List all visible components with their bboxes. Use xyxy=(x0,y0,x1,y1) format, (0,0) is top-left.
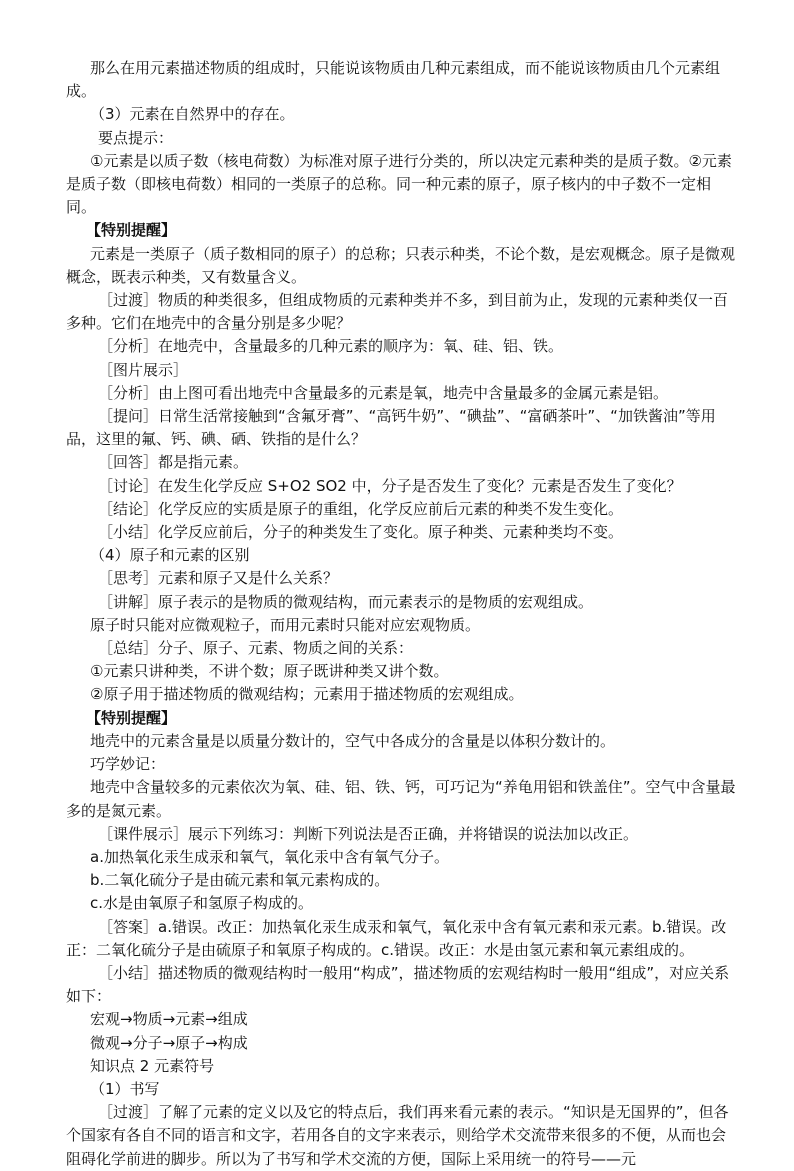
paragraph: ②原子用于描述物质的微观结构；元素用于描述物质的宏观组成。 xyxy=(90,685,524,704)
paragraph: 要点提示： xyxy=(98,128,174,147)
paragraph: 地壳中的元素含量是以质量分数计的，空气中各成分的含量是以体积分数计的。 xyxy=(90,731,616,750)
paragraph: ［答案］a.错误。改正：加热氧化汞生成汞和氧气，氧化汞中含有氧元素和汞元素。b.错误。改正：二氧化硫分子是由硫原子和氧原子构成的。c.错误。改正：水是由氢元素和氧元素组成的。 xyxy=(66,917,727,959)
paragraph: （4）原子和元素的区别 xyxy=(90,546,250,565)
paragraph: 巧学妙记： xyxy=(90,755,166,774)
paragraph: ［结论］化学反应的实质是原子的重组，化学反应前后元素的种类不发生变化。 xyxy=(98,499,624,518)
paragraph: ［回答］都是指元素。 xyxy=(98,453,249,472)
paragraph: ［思考］元素和原子又是什么关系？ xyxy=(98,569,339,588)
paragraph: （1）书写 xyxy=(90,1079,160,1098)
paragraph: 知识点 2 元素符号 xyxy=(90,1056,215,1075)
section-heading: 【特别提醒】 xyxy=(86,708,177,727)
paragraph: 地壳中含量较多的元素依次为氧、硅、铝、铁、钙，可巧记为“养龟用铝和铁盖住”。空气中含量最多的是氮元素。 xyxy=(66,778,736,820)
paragraph: b.二氧化硫分子是由硫元素和氧元素构成的。 xyxy=(90,871,390,890)
paragraph: ［过渡］物质的种类很多，但组成物质的元素种类并不多，到目前为止，发现的元素种类仅一百多种。它们在地壳中的含量分别是多少呢？ xyxy=(66,291,729,333)
paragraph: ［小结］化学反应前后，分子的种类发生了变化。原子种类、元素种类均不变。 xyxy=(98,523,624,542)
paragraph: ［课件展示］展示下列练习：判断下列说法是否正确，并将错误的说法加以改正。 xyxy=(98,824,639,843)
paragraph: ［提问］日常生活常接触到“含氟牙膏”、“高钙牛奶”、“碘盐”、“富硒茶叶”、“加铁酱油”等用品，这里的氟、钙、碘、硒、铁指的是什么？ xyxy=(66,407,716,449)
paragraph: a.加热氧化汞生成汞和氧气，氧化汞中含有氧气分子。 xyxy=(90,847,449,866)
paragraph: 宏观→物质→元素→组成 xyxy=(90,1010,248,1029)
paragraph: （3）元素在自然界中的存在。 xyxy=(90,105,295,124)
paragraph: 元素是一类原子（质子数相同的原子）的总称；只表示种类，不论个数，是宏观概念。原子是微观概念，既表示种类，又有数量含义。 xyxy=(66,244,736,286)
paragraph: ［图片展示］ xyxy=(98,360,189,379)
paragraph: ［分析］由上图可看出地壳中含量最多的元素是氧，地壳中含量最多的金属元素是铝。 xyxy=(98,383,669,402)
document-body xyxy=(66,57,738,1171)
paragraph: 原子时只能对应微观粒子，而用元素时只能对应宏观物质。 xyxy=(90,615,481,634)
paragraph: ［讨论］在发生化学反应 S+O2 SO2 中，分子是否发生了变化？元素是否发生了变化？ xyxy=(98,476,682,495)
paragraph: ①元素是以质子数（核电荷数）为标准对原子进行分类的，所以决定元素种类的是质子数。②元素是质子数（即核电荷数）相同的一类原子的总称。同一种元素的原子，原子核内的中子数不一定相同。 xyxy=(66,151,732,217)
paragraph: ［总结］分子、原子、元素、物质之间的关系： xyxy=(98,639,414,658)
paragraph: ①元素只讲种类，不讲个数；原子既讲种类又讲个数。 xyxy=(90,662,449,681)
paragraph: 那么在用元素描述物质的组成时，只能说该物质由几种元素组成，而不能说该物质由几个元素组成。 xyxy=(66,59,721,101)
paragraph: 微观→分子→原子→构成 xyxy=(90,1033,248,1052)
paragraph: ［过渡］了解了元素的定义以及它的特点后，我们再来看元素的表示。“知识是无国界的”，但各个国家有各自不同的语言和文字，若用各自的文字来表示，则给学术交流带来很多的不便，从而也会阻碍化学前进的脚步。所以为了书写和学术交流的方便，国际上采用统一的符号——元 xyxy=(66,1103,729,1168)
paragraph: ［小结］描述物质的微观结构时一般用“构成”，描述物质的宏观结构时一般用“组成”，对应关系如下： xyxy=(66,963,730,1006)
paragraph: ［分析］在地壳中，含量最多的几种元素的顺序为：氧、硅、铝、铁。 xyxy=(98,337,564,356)
section-heading: 【特别提醒】 xyxy=(86,221,177,240)
paragraph: ［讲解］原子表示的是物质的微观结构，而元素表示的是物质的宏观组成。 xyxy=(98,592,594,611)
paragraph: c.水是由氧原子和氢原子构成的。 xyxy=(90,894,314,913)
